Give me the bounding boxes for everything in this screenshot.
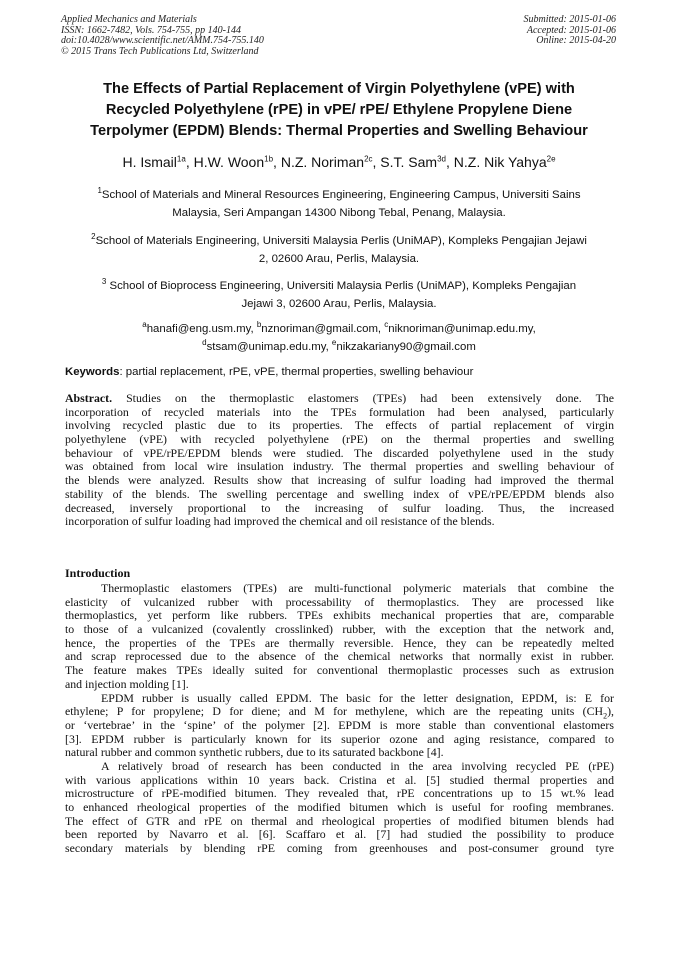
keywords-text: : partial replacement, rPE, vPE, thermal properties, swelling behaviour bbox=[119, 366, 474, 378]
abstract-line: decreased, inversely proportional to the increasing of sulfur loading. Thus, the increased bbox=[65, 500, 614, 515]
author-name: N.Z. Nik Yahya bbox=[453, 154, 547, 170]
abstract-line: the blends were analyzed. Results show that increasing of sulfur loading had improved the thermal bbox=[65, 473, 614, 488]
paragraph-line: The effect of GTR and rPE on thermal and rheological properties of modified bitumen blends had bbox=[65, 813, 614, 828]
journal-info bbox=[61, 15, 264, 57]
affiliation-line: Jejawi 3, 02600 Arau, Perlis, Malaysia. bbox=[241, 298, 437, 310]
affiliation-line: School of Bioprocess Engineering, Universiti Malaysia Perlis (UniMAP), Kompleks Pengajian bbox=[109, 280, 577, 292]
email-list: $^a$hanafi@eng.usm.my, $^b$nznoriman@gmail.com, $^c$niknoriman@unimap.edu.my, $^d$stsam@unimap.edu.my, $^e$nikzakariany90@gmail.com bbox=[142, 320, 536, 353]
paragraph-line: or ‘vertebrae’ in the ‘spine’ of the polymer [2]. EPDM is more stable than conventional elastomers bbox=[65, 717, 614, 732]
title-line: Terpolymer (EPDM) Blends: Thermal Properties and Swelling Behaviour bbox=[90, 123, 588, 139]
author-sup: 1b bbox=[264, 154, 274, 164]
email-link[interactable]: hanafi@eng.usm.my, bbox=[146, 323, 254, 335]
paragraph-line: hence, the properties of the TPEs are thermally reversible. Hence, they can be repeatedly melted bbox=[65, 635, 614, 650]
keywords-label: Keywords bbox=[65, 366, 120, 378]
affiliation-sup: 1 bbox=[97, 186, 102, 196]
paragraph-line: microstructure of rPE-modified bitumen. They revealed that, rPE concentrations up to 15 wt.% lead bbox=[65, 786, 614, 801]
section-heading: Introduction bbox=[65, 566, 131, 580]
abstract-line: stability of the blends. The swelling percentage and swelling index of vPE/rPE/EPDM blends also bbox=[65, 486, 614, 501]
accepted-date: Accepted: 2015-01-06 bbox=[526, 24, 616, 36]
author-name: H. Ismail bbox=[122, 154, 177, 170]
affiliation-line: School of Materials and Mineral Resources Engineering, Engineering Campus, Universiti Sains bbox=[101, 189, 581, 201]
author-sup: 1a bbox=[176, 154, 186, 164]
abstract bbox=[65, 392, 614, 529]
abstract-line: Studies on the thermoplastic elastomers (TPEs) had been extensively done. The bbox=[112, 391, 614, 405]
affiliation-line: 2, 02600 Arau, Perlis, Malaysia. bbox=[258, 253, 420, 265]
affiliation bbox=[60, 186, 618, 222]
title-line: The Effects of Partial Replacement of Virgin Polyethylene (vPE) with bbox=[103, 81, 575, 97]
online-date: Online: 2015-04-20 bbox=[536, 35, 616, 46]
author-sup: 3d bbox=[437, 154, 446, 164]
paragraph-line: and injection molding [1]. bbox=[65, 676, 189, 691]
paragraph-line: to enhanced rheological properties of the modified bitumen which is useful for roofing membranes. bbox=[65, 800, 614, 814]
copyright: © 2015 Trans Tech Publications Ltd, Switzerland bbox=[61, 45, 259, 57]
paragraph-line: elasticity of vulcanized rubber with processability of thermoplastics. They are processed like bbox=[65, 594, 614, 609]
paragraph-line: ethylene; P for propylene; D for diene; and M for methylene, which are the repeating units $(CH_2)$, bbox=[65, 704, 614, 721]
author-sup: 2e bbox=[546, 154, 556, 164]
abstract-label: Abstract. bbox=[65, 391, 113, 405]
affiliation-sup: 2 bbox=[91, 232, 96, 242]
affiliation bbox=[60, 277, 618, 313]
author-sup: 2c bbox=[364, 154, 373, 164]
paragraph-line: The feature makes TPEs ideally suited for conventional thermoplastic processes such as extrusion bbox=[65, 663, 614, 678]
author-name: S.T. Sam bbox=[380, 154, 438, 170]
author-name: N.Z. Noriman bbox=[280, 154, 365, 170]
author-list: H. Ismail$^{1a}$, H.W. Woon$^{1b}$, N.Z. Noriman$^{2c}$, S.T. Sam$^{3d}$, N.Z. Nik Yahya$^{2e}$ bbox=[122, 154, 556, 170]
email-link[interactable]: niknoriman@unimap.edu.my, bbox=[388, 323, 536, 335]
submission-dates bbox=[524, 15, 617, 47]
title-line: Recycled Polyethylene (rPE) in vPE/ rPE/ Ethylene Propylene Diene bbox=[105, 102, 573, 118]
paragraph-line: A relatively broad of research has been conducted in the area involving recycled PE (rPE) bbox=[101, 758, 614, 773]
issn: ISSN: 1662-7482, Vols. 754-755, pp 140-144 bbox=[61, 24, 241, 36]
email-link[interactable]: nikzakariany90@gmail.com bbox=[336, 341, 476, 353]
affiliation bbox=[60, 232, 618, 268]
paper-title bbox=[40, 79, 638, 142]
abstract-line: polyethylene (vPE) with recycled polyethylene (rPE) on the thermal properties and swelling bbox=[65, 432, 614, 447]
paragraph-line: with various applications within 10 years back. Cristina et al. [5] studied thermal properties and bbox=[65, 772, 614, 787]
paragraph-line: to those of a vulcanized (covalently crosslinked) rubber, with the exception that the network and, bbox=[65, 622, 614, 637]
paragraph-line: secondary materials by blending rPE coming from greenhouses and post-consumer ground tyre bbox=[65, 841, 614, 856]
doi: doi:10.4028/www.scientific.net/AMM.754-755.140 bbox=[61, 35, 264, 46]
paragraph-line: thermoplastics, yet perform like rubbers. TPEs exhibits mechanical properties that are, comparable bbox=[65, 608, 614, 623]
author-name: H.W. Woon bbox=[193, 154, 265, 170]
journal-name: Applied Mechanics and Materials bbox=[61, 14, 197, 25]
introduction-body bbox=[65, 582, 614, 856]
abstract-line: incorporation of recycled materials into the TPEs formulation had been analysed, particularly bbox=[65, 404, 614, 419]
affiliation-sup: 3 bbox=[101, 277, 107, 287]
paragraph-line: and scrap reprocessed due to the absence of the chemical networks that normally exist in rubber. bbox=[65, 649, 614, 664]
keywords bbox=[65, 364, 625, 380]
submitted-date: Submitted: 2015-01-06 bbox=[523, 14, 616, 25]
paragraph-line: [3]. EPDM rubber is particularly known for its superior ozone and aging resistance, compared to bbox=[65, 731, 614, 746]
paragraph-line: EPDM rubber is usually called EPDM. The basic for the letter designation, EPDM, is: E for bbox=[101, 690, 614, 705]
affiliation-line: Malaysia, Seri Ampangan 14300 Nibong Tebal, Penang, Malaysia. bbox=[172, 207, 506, 219]
abstract-line: was obtained from local wire insulation industry. The thermal properties and swelling behaviour of bbox=[65, 459, 614, 474]
affiliation-line: School of Materials Engineering, Universiti Malaysia Perlis (UniMAP), Kompleks Pengajian Jejawi bbox=[95, 235, 587, 247]
abstract-line: involving recycled plastic due to its properties. The effects of partial replacement of virgin bbox=[65, 418, 614, 433]
email-link[interactable]: stsam@unimap.edu.my, bbox=[206, 341, 329, 353]
paragraph-line: Thermoplastic elastomers (TPEs) are multi-functional polymeric materials that combine the bbox=[101, 581, 614, 595]
paragraph-line: been reported by Navarro et al. [6]. Scaffaro et al. [7] had studied the possibility to produce bbox=[65, 827, 614, 842]
paragraph-line: natural rubber and common synthetic rubbers, due to its saturated backbone [4]. bbox=[65, 745, 444, 760]
abstract-line: incorporation of sulfur loading had improved the chemical and oil resistance of the blends. bbox=[65, 514, 495, 529]
email-link[interactable]: nznoriman@gmail.com, bbox=[261, 323, 382, 335]
abstract-line: behaviour of vPE/rPE/EPDM blends were studied. The discarded polyethylene used in the study bbox=[65, 445, 614, 460]
